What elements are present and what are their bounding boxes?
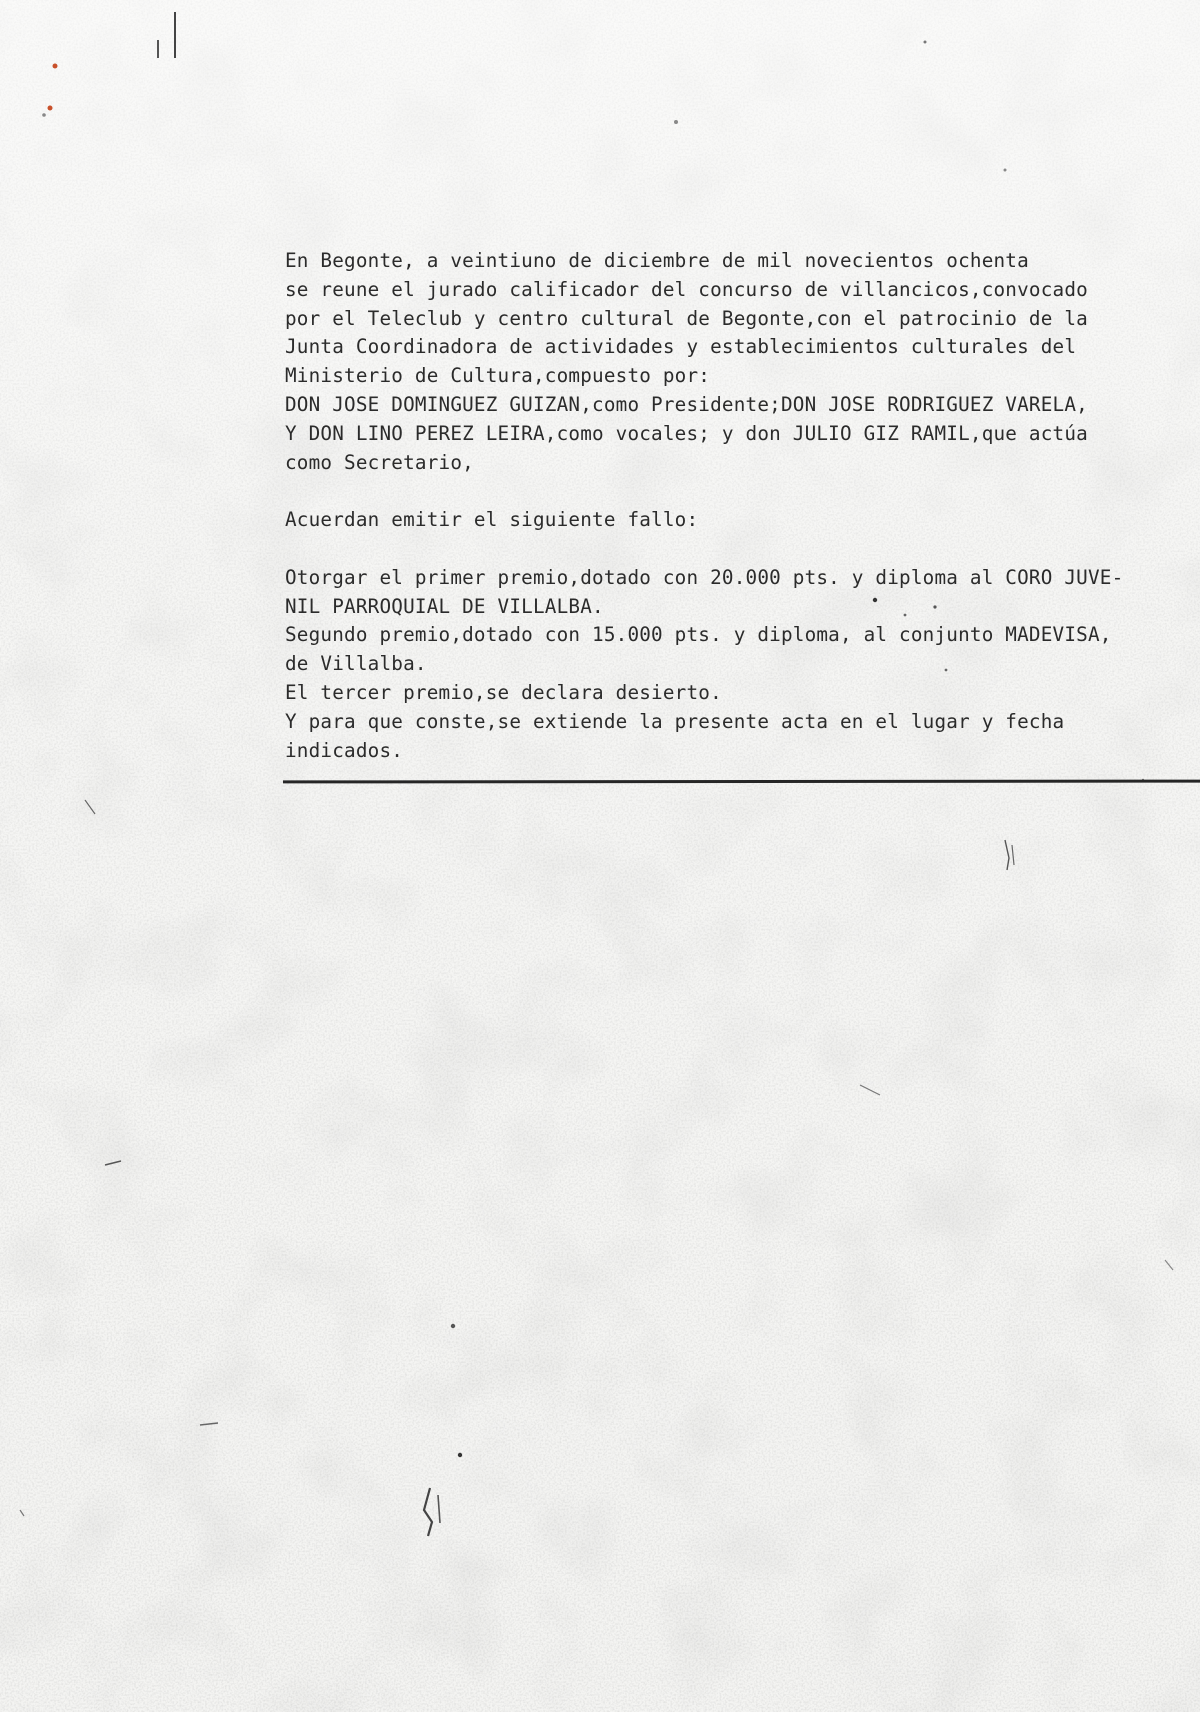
intro-paragraph bbox=[285, 247, 1185, 477]
verdict-paragraph bbox=[285, 564, 1185, 766]
document-body bbox=[285, 247, 1185, 765]
paragraph-gap bbox=[285, 535, 1185, 564]
text-line: como Secretario, bbox=[285, 450, 474, 474]
text-line: NIL PARROQUIAL DE VILLALBA. bbox=[285, 594, 604, 618]
text-line: Otorgar el primer premio,dotado con 20.000 pts. y diploma al CORO JUVE- bbox=[285, 565, 1124, 589]
text-line: por el Teleclub y centro cultural de Begonte,con el patrocinio de la bbox=[285, 306, 1088, 330]
text-line: Acuerdan emitir el siguiente fallo: bbox=[285, 508, 699, 532]
text-line: Segundo premio,dotado con 15.000 pts. y diploma, al conjunto MADEVISA, bbox=[285, 623, 1112, 647]
text-line: Ministerio de Cultura,compuesto por: bbox=[285, 364, 711, 388]
text-line: DON JOSE DOMINGUEZ GUIZAN,como Presidente;DON JOSE RODRIGUEZ VARELA, bbox=[285, 392, 1088, 416]
text-line: Junta Coordinadora de actividades y establecimientos culturales del bbox=[285, 335, 1077, 359]
paragraph-gap bbox=[285, 477, 1185, 506]
text-line: En Begonte, a veintiuno de diciembre de mil novecientos ochenta bbox=[285, 249, 1029, 272]
text-line: indicados. bbox=[285, 738, 404, 762]
text-line: Y para que conste,se extiende la presente acta en el lugar y fecha bbox=[285, 709, 1065, 733]
text-line: de Villalba. bbox=[285, 652, 427, 676]
text-line: Y DON LINO PEREZ LEIRA,como vocales; y don JULIO GIZ RAMIL,que actúa bbox=[285, 421, 1088, 445]
text-line: El tercer premio,se declara desierto. bbox=[285, 680, 722, 704]
decision-heading bbox=[285, 506, 1185, 535]
text-line: se reune el jurado calificador del concurso de villancicos,convocado bbox=[285, 277, 1088, 301]
